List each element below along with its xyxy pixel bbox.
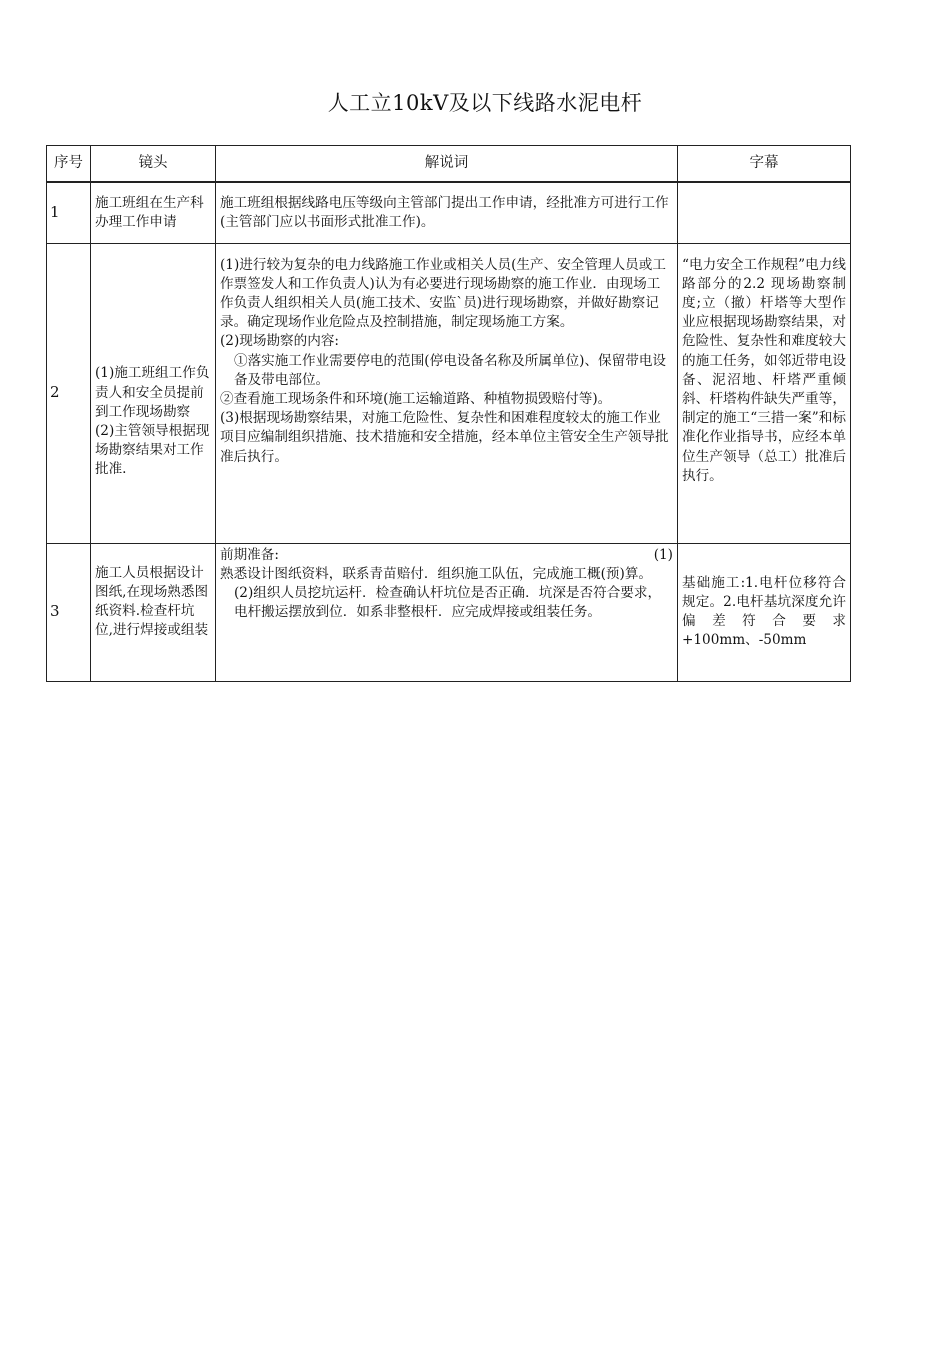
- header-narration: 解说词: [216, 146, 678, 183]
- subtitle-cell: [678, 182, 851, 243]
- shot-cell: 施工班组在生产科办理工作申请: [91, 182, 216, 243]
- shot-cell: 施工人员根据设计图纸,在现场熟悉图纸资料.检查杆坑位,进行焊接或组装: [91, 543, 216, 681]
- header-shot: 镜头: [91, 146, 216, 183]
- subtitle-cell: “电力安全工作规程”电力线路部分的2.2 现场勘察制度;立（撤）杆塔等大型作业应根据现场勘察结果，对危险性、复杂性和难度较大的施工任务，如邻近带电设备、泥沼地、杆塔严重倾斜、杆塔构件缺失严重等，制定的施工“三措一案”和标准化作业指导书，应经本单位生产领导（总工）批准后执行。: [678, 243, 851, 543]
- document-title: 人工立10kV及以下线路水泥电杆: [327, 91, 643, 115]
- header-subtitle: 字幕: [678, 146, 851, 183]
- narration-cell: [216, 543, 678, 681]
- header-number: 序号: [47, 146, 91, 183]
- narration-text: 熟悉设计图纸资料，联系青苗赔付．组织施工队伍，完成施工概(预)算。: [220, 565, 653, 582]
- shot-cell: (1)施工班组工作负责人和安全员提前到工作现场勘察 (2)主管领导根据现场勘察结果对工作批准.: [91, 243, 216, 543]
- narration-text: (3)根据现场勘察结果，对施工危险性、复杂性和困难程度较太的施工作业项目应编制组织措施、技术措施和安全措施，经本单位主管安全生产领导批准后执行。: [220, 410, 669, 465]
- narration-text: (2)组织人员挖坑运杆．检查确认杆坑位是否正确．坑深是否符合要求，电杆搬运摆放到位．如系非整根杆．应完成焊接或组装任务。: [234, 584, 662, 621]
- narration-text: (2)现场勘察的内容:: [220, 333, 339, 350]
- narration-text: 施工班组根据线路电压等级向主管部门提出工作申请，经批准方可进行工作(主管部门应以书面形式批准工作)。: [220, 194, 669, 230]
- storyboard-table: [46, 145, 851, 682]
- table-row: [47, 182, 851, 243]
- narration-cell: [216, 182, 678, 243]
- table-row: [47, 543, 851, 681]
- narration-cell: [216, 243, 678, 543]
- row-number: 2: [47, 243, 91, 543]
- subtitle-cell: 基础施工:1.电杆位移符合规定。2.电杆基坑深度允许偏差符合要求+100mm、-50mm: [678, 543, 851, 681]
- table-header-row: [47, 146, 851, 183]
- narration-head-label: 前期准备:: [220, 546, 279, 563]
- row-number: 3: [47, 543, 91, 681]
- narration-head: [220, 546, 673, 565]
- narration-text: ①落实施工作业需要停电的范围(停电设备名称及所属单位)、保留带电设备及带电部位。: [234, 352, 667, 388]
- narration-head-marker: (1): [653, 546, 673, 563]
- narration-text: ②查看施工现场条件和环境(施工运输道路、种植物损毁赔付等)。: [220, 390, 612, 407]
- table-row: [47, 243, 851, 543]
- narration-text: (1)进行较为复杂的电力线路施工作业或相关人员(生产、安全管理人员或工作票签发人和工作负责人)认为有必要进行现场勘察的施工作业．由现场工作负责人组织相关人员(施工技术、安监`员)进行现场勘察，并做好勘察记录。确定现场作业危险点及控制措施，制定现场施工方案。: [220, 256, 666, 331]
- row-number: 1: [47, 182, 91, 243]
